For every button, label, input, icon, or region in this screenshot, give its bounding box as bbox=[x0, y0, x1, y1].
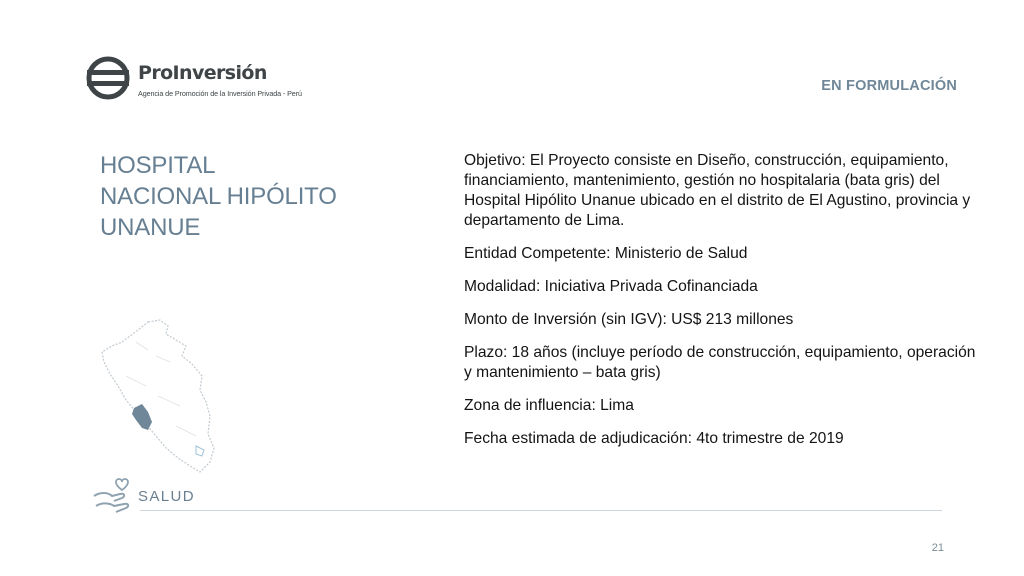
status-label: EN FORMULACIÓN bbox=[821, 78, 957, 94]
project-title-line: HOSPITAL bbox=[100, 152, 216, 179]
project-details bbox=[464, 151, 984, 462]
detail-investment: Monto de Inversión (sin IGV): US$ 213 millones bbox=[464, 311, 794, 328]
logo-name: ProInversión bbox=[138, 62, 267, 84]
project-title bbox=[100, 150, 400, 243]
logo-tagline: Agencia de Promoción de la Inversión Privada - Perú bbox=[138, 89, 302, 98]
detail-award-date: Fecha estimada de adjudicación: 4to trimestre de 2019 bbox=[464, 430, 844, 447]
hands-heart-icon bbox=[90, 474, 134, 516]
page-number: 21 bbox=[931, 542, 944, 554]
project-title-line: NACIONAL HIPÓLITO bbox=[100, 183, 337, 210]
proinversion-logo-icon bbox=[86, 56, 130, 100]
detail-entity: Entidad Competente: Ministerio de Salud bbox=[464, 245, 748, 262]
detail-zone: Zona de influencia: Lima bbox=[464, 397, 634, 414]
proinversion-logo bbox=[86, 56, 306, 104]
detail-term: Plazo: 18 años (incluye período de construcción, equipamiento, operación y mantenimiento – bata gris) bbox=[464, 344, 976, 381]
detail-modality: Modalidad: Iniciativa Privada Cofinanciada bbox=[464, 278, 758, 295]
footer-divider bbox=[140, 510, 942, 511]
peru-map-icon bbox=[96, 316, 220, 476]
sector-label: SALUD bbox=[138, 488, 196, 505]
project-title-line: UNANUE bbox=[100, 214, 201, 241]
detail-objective: Objetivo: El Proyecto consiste en Diseño, construcción, equipamiento, financiamiento, mantenimiento, gestión no hospitalaria (bata gris) del Hospital Hipólito Unanue ubicado en el distrito de El Agustino, provincia y departamento de Lima. bbox=[464, 152, 971, 229]
